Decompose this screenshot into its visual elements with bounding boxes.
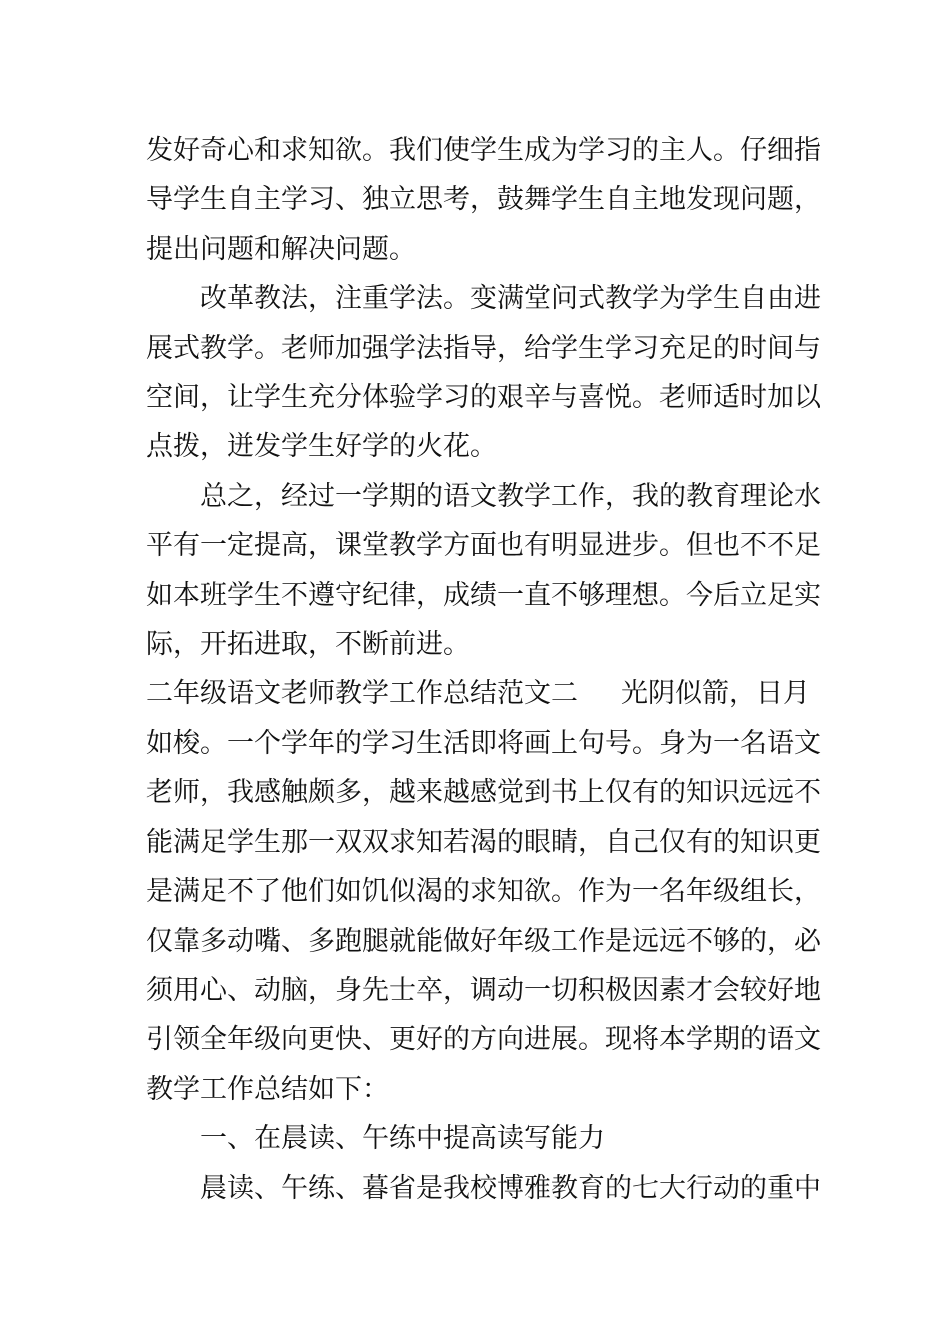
section-title: 二年级语文老师教学工作总结范文二: [146, 678, 578, 710]
text-line: 能满足学生那一双双求知若渴的眼睛，自己仅有的知识更: [146, 826, 821, 858]
text-line: 引领全年级向更快、更好的方向进展。现将本学期的语文: [146, 1024, 821, 1056]
text-line: 点拨，迸发学生好学的火花。: [146, 431, 497, 463]
section-title-line: [146, 669, 810, 718]
text-line: 提出问题和解决问题。: [146, 233, 416, 265]
document-body: [146, 126, 821, 1213]
paragraph-1: [146, 126, 821, 274]
section-title-tail: 光阴似箭，日月: [621, 678, 810, 710]
text-line: 晨读、午练、暮省是我校博雅教育的七大行动的重中: [200, 1172, 821, 1204]
text-line: 仅靠多动嘴、多跑腿就能做好年级工作是远远不够的，必: [146, 925, 821, 957]
text-line: 空间，让学生充分体验学习的艰辛与喜悦。老师适时加以: [146, 382, 821, 414]
paragraph-3: [146, 472, 821, 670]
text-line: 是满足不了他们如饥似渴的求知欲。作为一名年级组长，: [146, 876, 821, 908]
text-line: 总之，经过一学期的语文教学工作，我的教育理论水: [200, 480, 821, 512]
heading-1: [146, 1114, 810, 1163]
paragraph-2: [146, 274, 821, 472]
paragraph-4: [146, 669, 821, 1114]
text-line: 发好奇心和求知欲。我们使学生成为学习的主人。仔细指: [146, 135, 821, 166]
text-line: 展式教学。老师加强学法指导，给学生学习充足的时间与: [146, 332, 821, 364]
text-line: 改革教法，注重学法。变满堂问式教学为学生自由进: [200, 283, 821, 315]
text-line: 老师，我感触颇多，越来越感觉到书上仅有的知识远远不: [146, 777, 821, 809]
text-line: 平有一定提高，课堂教学方面也有明显进步。但也不不足: [146, 530, 821, 562]
text-line: 导学生自主学习、独立思考，鼓舞学生自主地发现问题，: [146, 184, 821, 216]
text-line: 须用心、动脑，身先士卒，调动一切积极因素才会较好地: [146, 974, 821, 1006]
text-line: 际，开拓进取，不断前进。: [146, 629, 470, 661]
text-line: 如本班学生不遵守纪律，成绩一直不够理想。今后立足实: [146, 579, 821, 611]
paragraph-5: [146, 1164, 821, 1213]
subsection-heading: 一、在晨读、午练中提高读写能力: [200, 1123, 605, 1155]
text-line: 如梭。一个学年的学习生活即将画上句号。身为一名语文: [146, 727, 821, 759]
text-line: 教学工作总结如下：: [146, 1073, 389, 1105]
